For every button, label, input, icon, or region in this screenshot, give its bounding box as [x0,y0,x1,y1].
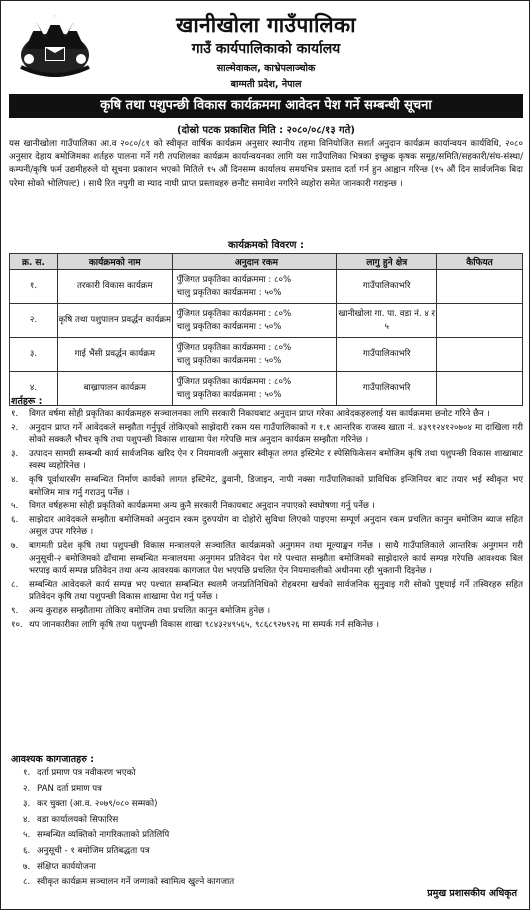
item-text: PAN दर्ता प्रमाण पत्र [37,783,102,794]
row-program-name: गाई भैंसी प्रवर्द्धन कार्यक्रम [57,338,172,372]
item-text: बागमती प्रदेश कृषि तथा पशुपन्छी विकास मन्त्रालयले सञ्चालित कार्यक्रमको अनुगमन तथा मूल्याङ्कन गर्नेछ । साथै गाउँपालिकाले आन्तरिक अनुगमन गरी अनुसूची-२ बमोजिमको ढाँचामा सम्बन्धित मन्त्रालयमा अनुगमन प्रतिवेदन पेश गरे पश्चात सम्झौता बमोजिमको साझेदारले कार्य सम्पन्न गरेपछि आवश्यक बिल भरपाइ कार्य सम्पन्न प्रतिवेदन तथा अन्य आवश्यक कागजात पेश भएपछि प्रचलित ऐन नियमावलीको अधीनमा रही भुक्तानी दिइनेछ । [29,540,523,577]
row-area: खानीखोला गा. पा. वडा नं. ४ र ५ [337,304,437,338]
item-text: दर्ता प्रमाण पत्र नवीकरण भएको [37,768,136,778]
current-grant: चालु प्रकृतिका कार्यक्रममा : ५०% [176,287,282,298]
col-header-sn: क्र. स. [10,254,58,270]
table-row [10,372,523,406]
notice-title: कृषि तथा पशुपन्छी विकास कार्यक्रममा आवेदन पेश गर्ने सम्बन्धी सूचना [9,94,523,118]
item-number: १. [23,768,31,778]
list-item [23,860,443,876]
list-item [23,844,443,860]
row-amount [172,372,337,406]
row-program-name: कृषि तथा पशुपालन प्रवर्द्धन कार्यक्रम [57,304,172,338]
row-remarks [437,304,523,338]
publication-date: (दोस्रो पटक प्रकाशित मिति : २०८०/०८/१३ गते) [177,125,355,136]
list-item [23,782,443,798]
intro-paragraph: यस खानीखोला गाउँपालिका आ.व २०८०/८१ को स्वीकृत वार्षिक कार्यक्रम अनुसार स्थानीय तहमा विनियोजित सशर्त अनुदान कार्यक्रम कार्यान्वयन कार्यविधि, २०८० अनुसार देहाय बमोजिमका शर्तहरु पालना गर्ने गरी तपशिलका कार्यक्रम कार्यान्वयनका लागि यस गाउँपालिका भित्रका इच्छुक कृषक समूह/समिति/सहकारी/संघ-संस्था/कम्पनी/कृषि फर्म उद्यमीहरुले यो सूचना प्रकाशन भएको मितिले १५ औं दिनसम्म कार्यालय समयभित्र प्रस्ताव दर्ता गर्न हुन आह्वान गरिन्छ (१५ औं दिन सार्वजनिक बिदा परेमा सोको भोलिपल्ट) । साथै रित नपुगी वा म्याद नाघी प्राप्त प्रस्तावहरु छनौट समावेश नगरिने व्यहोरा समेत जानकारी गराइन्छ । [9,139,523,189]
row-area: गाउँपालिकाभरि [337,338,437,372]
signatory-title: प्रमुख प्रशासकीय अधिकृत [427,888,517,899]
row-area: गाउँपालिकाभरि [337,372,437,406]
col-header-area: लागु हुने क्षेत्र [337,254,437,270]
list-item [9,619,523,632]
item-number: १. [11,409,19,419]
row-area: गाउँपालिकाभरि [337,270,437,304]
item-text: विगत वर्षमा सोही प्रकृतिका कार्यक्रमहरु सञ्चालनका लागि सरकारी निकायबाट अनुदान प्राप्त गरेका आवेदकहरुलाई यस कार्यक्रममा छनोट गरिने छैन । [29,409,490,419]
item-text: संक्षिप्त कार्ययोजना [37,861,96,872]
current-grant: चालु प्रकृतिका कार्यक्रममा : ५०% [176,355,282,366]
table-header-row [10,254,523,270]
item-number: १०. [11,619,23,630]
letterhead [1,5,530,93]
item-number: ८. [11,579,19,590]
item-text: सम्बन्धित व्यक्तिको नागरिकताको प्रतिलिपि [37,830,170,841]
row-program-name: बाख्रापालन कार्यक्रम [57,372,172,406]
item-number: ५. [11,501,19,512]
office-province: बाग्मती प्रदेश, नेपाल [230,79,302,90]
item-text: कर चुक्ता (आ.व. २०७९/०८० सम्मको) [37,799,158,810]
row-amount [172,304,337,338]
row-sn: १. [10,270,58,304]
office-name: गाउँ कार्यपालिकाको कार्यालय [191,41,341,57]
col-header-name: कार्यक्रमको नाम [57,254,172,270]
org-title: खानीखोला गाउँपालिका [176,13,356,37]
item-number: ३. [11,448,19,459]
office-address: साल्मेवाकल, काभ्रेपलाञ्चोक [216,63,316,74]
list-item [9,408,523,421]
item-number: २. [23,783,31,794]
table-row [10,338,523,372]
list-item [23,797,443,813]
item-text: स्वीकृत कार्यक्रम सञ्चालन गर्ने जग्गाको स्वामित्व खुल्ने कागजात [37,877,235,888]
item-text: विगत वर्षहरूमा सोही प्रकृतिको कार्यक्रममा अन्य कुनै सरकारी निकायबाट अनुदान नपाएको स्वघोषणा गर्नु पर्नेछ । [29,501,375,512]
documents-heading: आवश्यक कागजातहरु : [11,754,95,765]
list-item [23,766,443,782]
table-row [10,270,523,304]
list-item [9,514,523,539]
program-table [9,253,523,406]
col-header-remarks: कैफियत [437,254,523,270]
item-number: ४. [23,814,31,825]
capital-grant: पुँजिगत प्रकृतिका कार्यक्रममा : ८०% [176,308,292,319]
current-grant: चालु प्रकृतिका कार्यक्रममा : ५०% [176,321,282,332]
row-remarks [437,372,523,406]
list-item [9,605,523,618]
item-text: वडा कार्यालयको सिफारिस [37,814,119,825]
list-item [9,474,523,499]
item-text: अन्य कुराहरु सम्झौतामा तोकिए बमोजिम तथा प्रचलित कानुन बमोजिम हुनेछ । [29,605,271,616]
row-amount [172,338,337,372]
row-sn: ३. [10,338,58,372]
program-table-title: कार्यक्रमको विवरण : [228,240,304,251]
documents-list [23,766,443,891]
capital-grant: पुँजिगत प्रकृतिका कार्यक्रममा : ८०% [176,376,292,387]
item-text: अनुसूची - १ बमोजिम प्रतिबद्धता पत्र [37,845,150,856]
list-item [9,500,523,513]
conditions-heading: शर्तहरू : [11,396,43,407]
item-text: थप जानकारीका लागि कृषि तथा पशुपन्छी विकास शाखा ९८४३२४९५६५, ९८६८९२७९२६ मा सम्पर्क गर्न सकिनेछ । [29,619,379,630]
item-text: साझेदार आवेदकले सम्झौता बमोजिमको अनुदान रकम दुरुपयोग वा दोहोरो सुविधा लिएको पाइएमा सम्पूर्ण अनुदान रकम प्रचलित कानुन बमोजिम ब्याज सहित असुल उपर गरिनेछ । [29,514,523,538]
row-remarks [437,270,523,304]
item-number: ३. [23,799,31,810]
list-item [9,579,523,604]
item-number: ८. [23,877,31,888]
row-amount [172,270,337,304]
list-item [23,875,443,891]
item-number: ६. [11,514,19,525]
item-number: ५. [23,830,31,841]
table-row [10,304,523,338]
item-text: सम्बन्धित आवेदकले कार्य सम्पन्न भए पश्चात सम्बन्धित स्थलमै जनप्रतिनिधिको रोहबरमा खर्चको सार्वजनिक सुनुवाइ गरी सोको पुष्ट्याई गर्ने तस्विरहरु सहित प्रतिवेदन कृषि तथा पशुपन्छी विकास शाखामा पेश गर्नु पर्नेछ । [29,579,523,603]
current-grant: चालु प्रकृतिका कार्यक्रममा : ५०% [176,389,282,400]
item-number: ६. [23,845,31,856]
item-number: ९. [11,605,19,616]
row-sn: ४. [10,372,58,406]
list-item [23,828,443,844]
list-item [9,422,523,447]
conditions-list [9,408,523,632]
item-text: कृषि पूर्वाधारसँग सम्बन्धित निर्माण कार्यको लागत इस्टिमेट, ढुवानी, डिजाइन, नापी नक्सा गाउँपालिकाको प्राविधिक इन्जिनियर बाट तयार भई स्वीकृत भए बमोजिम मात्र गर्नु गराउनु पर्नेछ । [29,474,523,498]
item-number: ७. [23,861,31,872]
item-text: अनुदान प्राप्त गर्ने आवेदकले सम्झौता गर्नुपूर्व तोकिएको साझेदारी रकम यस गाउँपालिकाको ग १.१ आन्तरिक राजस्व खाता नं. ४३९१२४१२०७०४ मा दाखिला गरी सोको सक्कलै भौचर कृषि तथा पशुपन्छी विकास शाखामा पेश गरेपछि मात्र अनुदान कार्यक्रम सम्झौता गरिनेछ । [29,422,523,446]
item-number: २. [11,422,19,433]
row-program-name: तरकारी विकास कार्यक्रम [57,270,172,304]
col-header-amount: अनुदान रकम [172,254,337,270]
item-number: ४. [11,474,19,485]
item-number: ७. [11,540,19,551]
list-item [23,813,443,829]
capital-grant: पुँजिगत प्रकृतिका कार्यक्रममा : ८०% [176,274,292,285]
list-item [9,448,523,473]
list-item [9,540,523,578]
row-sn: २. [10,304,58,338]
row-remarks [437,338,523,372]
capital-grant: पुँजिगत प्रकृतिका कार्यक्रममा : ८०% [176,342,292,353]
item-text: उत्पादन सामग्री सम्बन्धी कार्य सार्वजनिक खरिद ऐन र नियमावली अनुसार स्वीकृत लगत इस्टिमेट र स्पेसिफिकेसन बमोजिम कृषि तथा पशुपन्छी विकास शाखाबाट स्वस्थ व्यहोरिनेछ । [29,448,523,472]
